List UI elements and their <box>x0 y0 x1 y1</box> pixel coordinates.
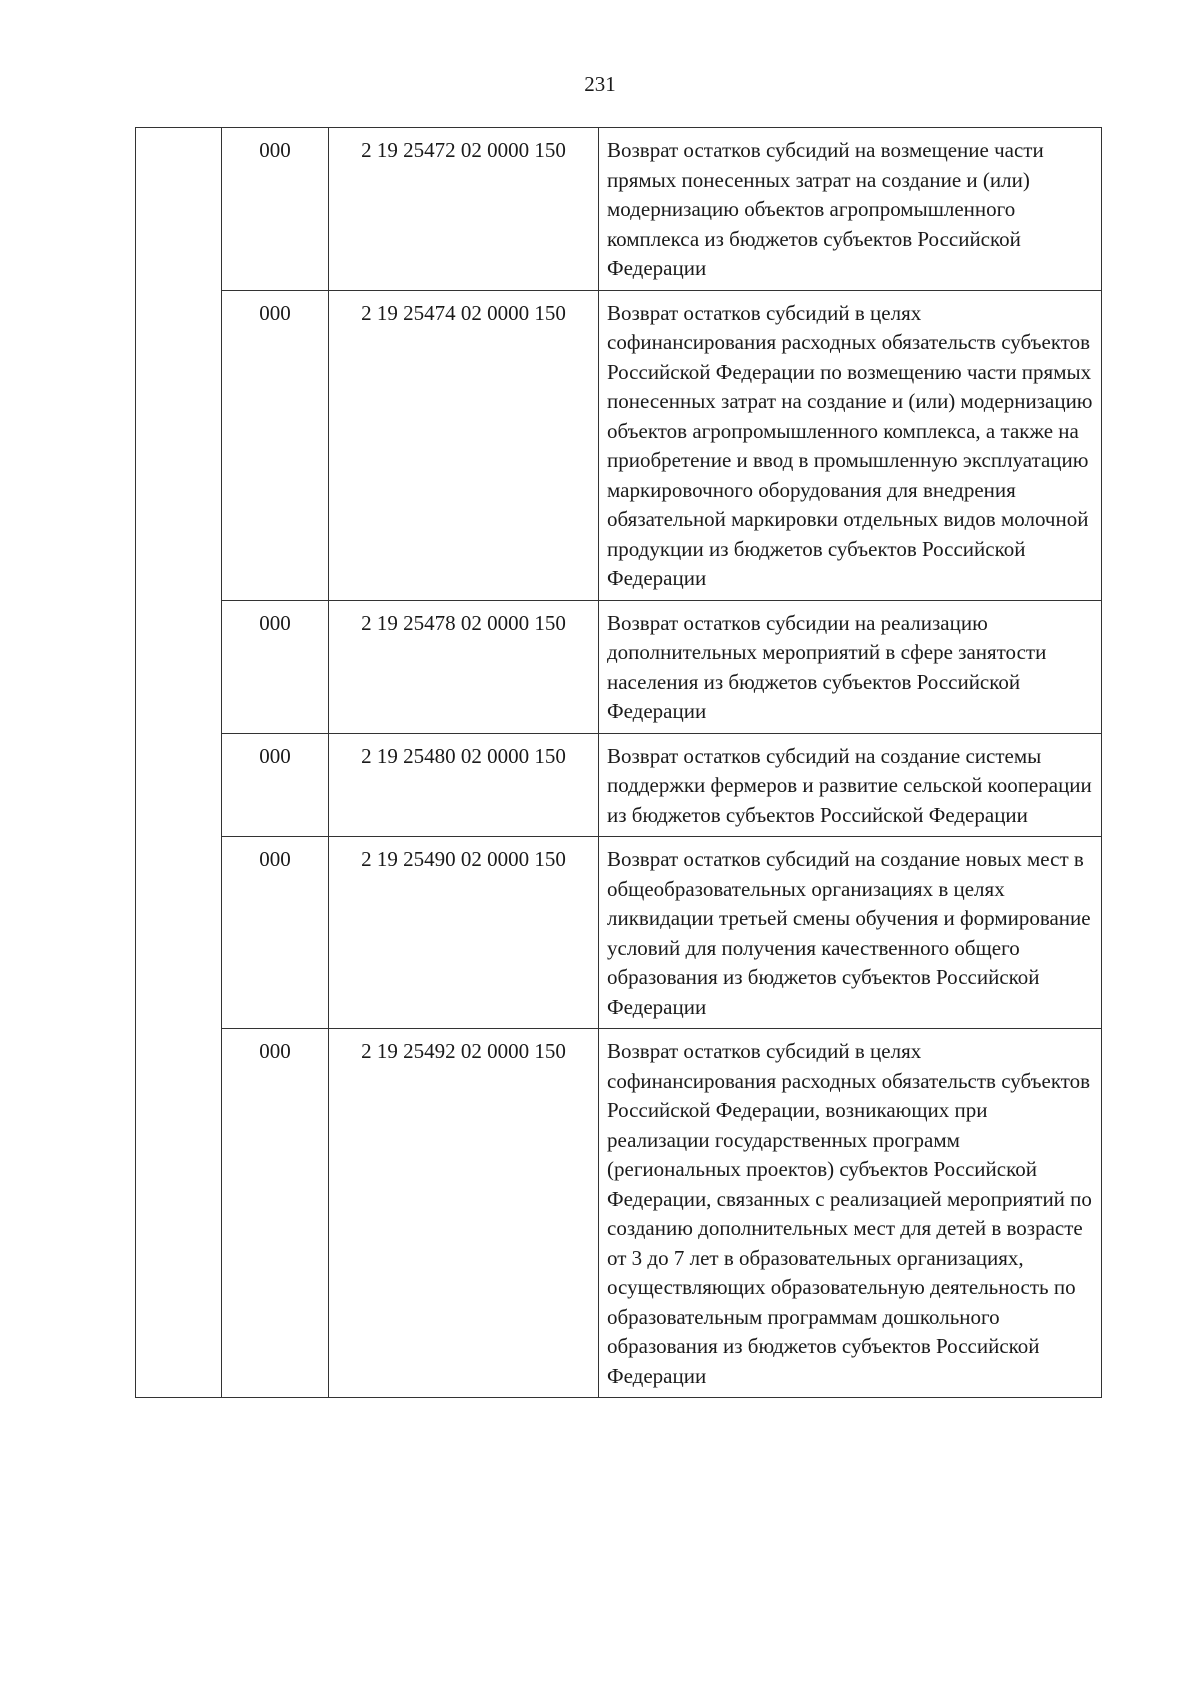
table-row <box>136 128 1102 291</box>
table-row <box>136 1029 1102 1398</box>
table-row <box>136 290 1102 600</box>
table-row <box>136 837 1102 1029</box>
revenue-name-cell: Возврат остатков субсидий на создание системы поддержки фермеров и развитие сельской кооперации из бюджетов субъектов Российской Федерации <box>599 733 1102 837</box>
page-number: 231 <box>584 72 616 96</box>
admin-code-cell: 000 <box>222 837 329 1029</box>
budget-code-cell: 2 19 25480 02 0000 150 <box>329 733 599 837</box>
table-body <box>136 128 1102 1398</box>
admin-code-cell: 000 <box>222 600 329 733</box>
blank-column-cell <box>136 128 222 1398</box>
table-row <box>136 733 1102 837</box>
table-row <box>136 600 1102 733</box>
budget-code-cell: 2 19 25490 02 0000 150 <box>329 837 599 1029</box>
revenue-name-cell: Возврат остатков субсидий на создание новых мест в общеобразовательных организациях в целях ликвидации третьей смены обучения и формирование условий для получения качественного общего образования из бюджетов субъектов Российской Федерации <box>599 837 1102 1029</box>
admin-code-cell: 000 <box>222 733 329 837</box>
budget-code-cell: 2 19 25472 02 0000 150 <box>329 128 599 291</box>
budget-code-cell: 2 19 25478 02 0000 150 <box>329 600 599 733</box>
budget-classification-table <box>135 127 1102 1398</box>
revenue-name-cell: Возврат остатков субсидий в целях софинансирования расходных обязательств субъектов Российской Федерации по возмещению части прямых понесенных затрат на создание и (или) модернизацию объектов агропромышленного комплекса, а также на приобретение и ввод в промышленную эксплуатацию маркировочного оборудования для внедрения обязательной маркировки отдельных видов молочной продукции из бюджетов субъектов Российской Федерации <box>599 290 1102 600</box>
admin-code-cell: 000 <box>222 128 329 291</box>
admin-code-cell: 000 <box>222 1029 329 1398</box>
admin-code-cell: 000 <box>222 290 329 600</box>
revenue-name-cell: Возврат остатков субсидии на реализацию дополнительных мероприятий в сфере занятости населения из бюджетов субъектов Российской Федерации <box>599 600 1102 733</box>
budget-code-cell: 2 19 25474 02 0000 150 <box>329 290 599 600</box>
revenue-name-cell: Возврат остатков субсидий на возмещение части прямых понесенных затрат на создание и (или) модернизацию объектов агропромышленного комплекса из бюджетов субъектов Российской Федерации <box>599 128 1102 291</box>
budget-code-cell: 2 19 25492 02 0000 150 <box>329 1029 599 1398</box>
revenue-name-cell: Возврат остатков субсидий в целях софинансирования расходных обязательств субъектов Российской Федерации, возникающих при реализации государственных программ (региональных проектов) субъектов Российской Федерации, связанных с реализацией мероприятий по созданию дополнительных мест для детей в возрасте от 3 до 7 лет в образовательных организациях, осуществляющих образовательную деятельность по образовательным программам дошкольного образования из бюджетов субъектов Российской Федерации <box>599 1029 1102 1398</box>
